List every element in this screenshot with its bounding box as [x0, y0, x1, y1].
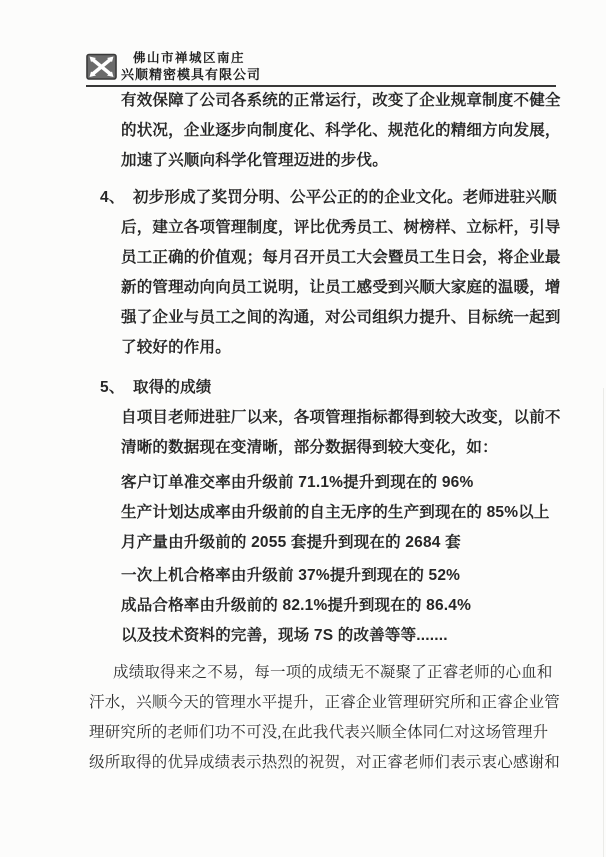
paragraph-closing	[0, 658, 606, 778]
letterhead	[121, 51, 261, 83]
metrics-list	[0, 468, 606, 651]
paragraph-item3-continuation	[0, 86, 606, 176]
text-line: 员工正确的价值观；每月召开员工大会暨员工生日会，将企业最	[121, 249, 561, 266]
org-name-line2: 兴顺精密模具有限公司	[121, 67, 262, 82]
text-line: 成绩取得来之不易，每一项的成绩无不凝聚了正睿老师的心血和	[113, 664, 553, 681]
text-line: 后，建立各项管理制度，评比优秀员工、树榜样、立标杆，引导	[121, 219, 561, 236]
metric-line: 生产计划达成率由升级前的自主无序的生产到现在的 85%以上	[121, 504, 550, 521]
text-line: 清晰的数据现在变清晰，部分数据得到较大变化，如：	[121, 439, 498, 456]
list-item-5-heading	[0, 373, 606, 403]
text-line: 的状况，企业逐步向制度化、科学化、规范化的精细方向发展，	[121, 122, 561, 139]
crossed-arrows-logo-icon	[86, 53, 117, 81]
metric-line: 以及技术资料的完善，现场 7S 的改善等等.......	[121, 627, 448, 644]
metric-line: 成品合格率由升级前的 82.1%提升到现在的 86.4%	[121, 597, 472, 614]
list-item-4	[0, 183, 606, 363]
text-line: 新的管理动向向员工说明，让员工感受到兴顺大家庭的温暖，增	[121, 279, 561, 296]
text-line: 强了企业与员工之间的沟通，对公司组织力提升、目标统一起到	[121, 309, 561, 326]
text-line: 有效保障了公司各系统的正常运行，改变了企业规章制度不健全	[121, 92, 561, 109]
document-body	[0, 86, 606, 778]
list-item-4-first-line	[100, 183, 557, 213]
paragraph-results-intro	[0, 403, 606, 463]
text-line: 级所取得的优异成绩表示热烈的祝贺，对正睿老师们表示衷心感谢和	[89, 754, 561, 771]
list-number: 5、	[100, 379, 125, 396]
text-line: 汗水，兴顺今天的管理水平提升，正睿企业管理研究所和正睿企业管	[89, 694, 561, 711]
metric-line: 一次上机合格率由升级前 37%提升到现在的 52%	[121, 567, 461, 584]
org-name-line1: 佛山市禅城区南庄	[133, 51, 246, 65]
text-line: 理研究所的老师们功不可没,在此我代表兴顺全体同仁对这场管理升	[89, 724, 549, 741]
metric-line: 客户订单准交率由升级前 71.1%提升到现在的 96%	[121, 474, 474, 491]
scan-edge-artifact	[603, 388, 604, 857]
list-item-5-first-line	[100, 373, 548, 403]
text-line: 自项目老师进驻厂以来，各项管理指标都得到较大改变，以前不	[121, 409, 561, 426]
text-line: 加速了兴顺向科学化管理迈进的步伐。	[121, 152, 388, 169]
text-line: 了较好的作用。	[121, 339, 231, 356]
text-line: 初步形成了奖罚分明、公平公正的的企业文化。老师进驻兴顺	[133, 189, 557, 206]
list-number: 4、	[100, 189, 125, 206]
section-title: 取得的成绩	[133, 379, 212, 396]
metric-line: 月产量由升级前的 2055 套提升到现在的 2684 套	[121, 534, 461, 551]
